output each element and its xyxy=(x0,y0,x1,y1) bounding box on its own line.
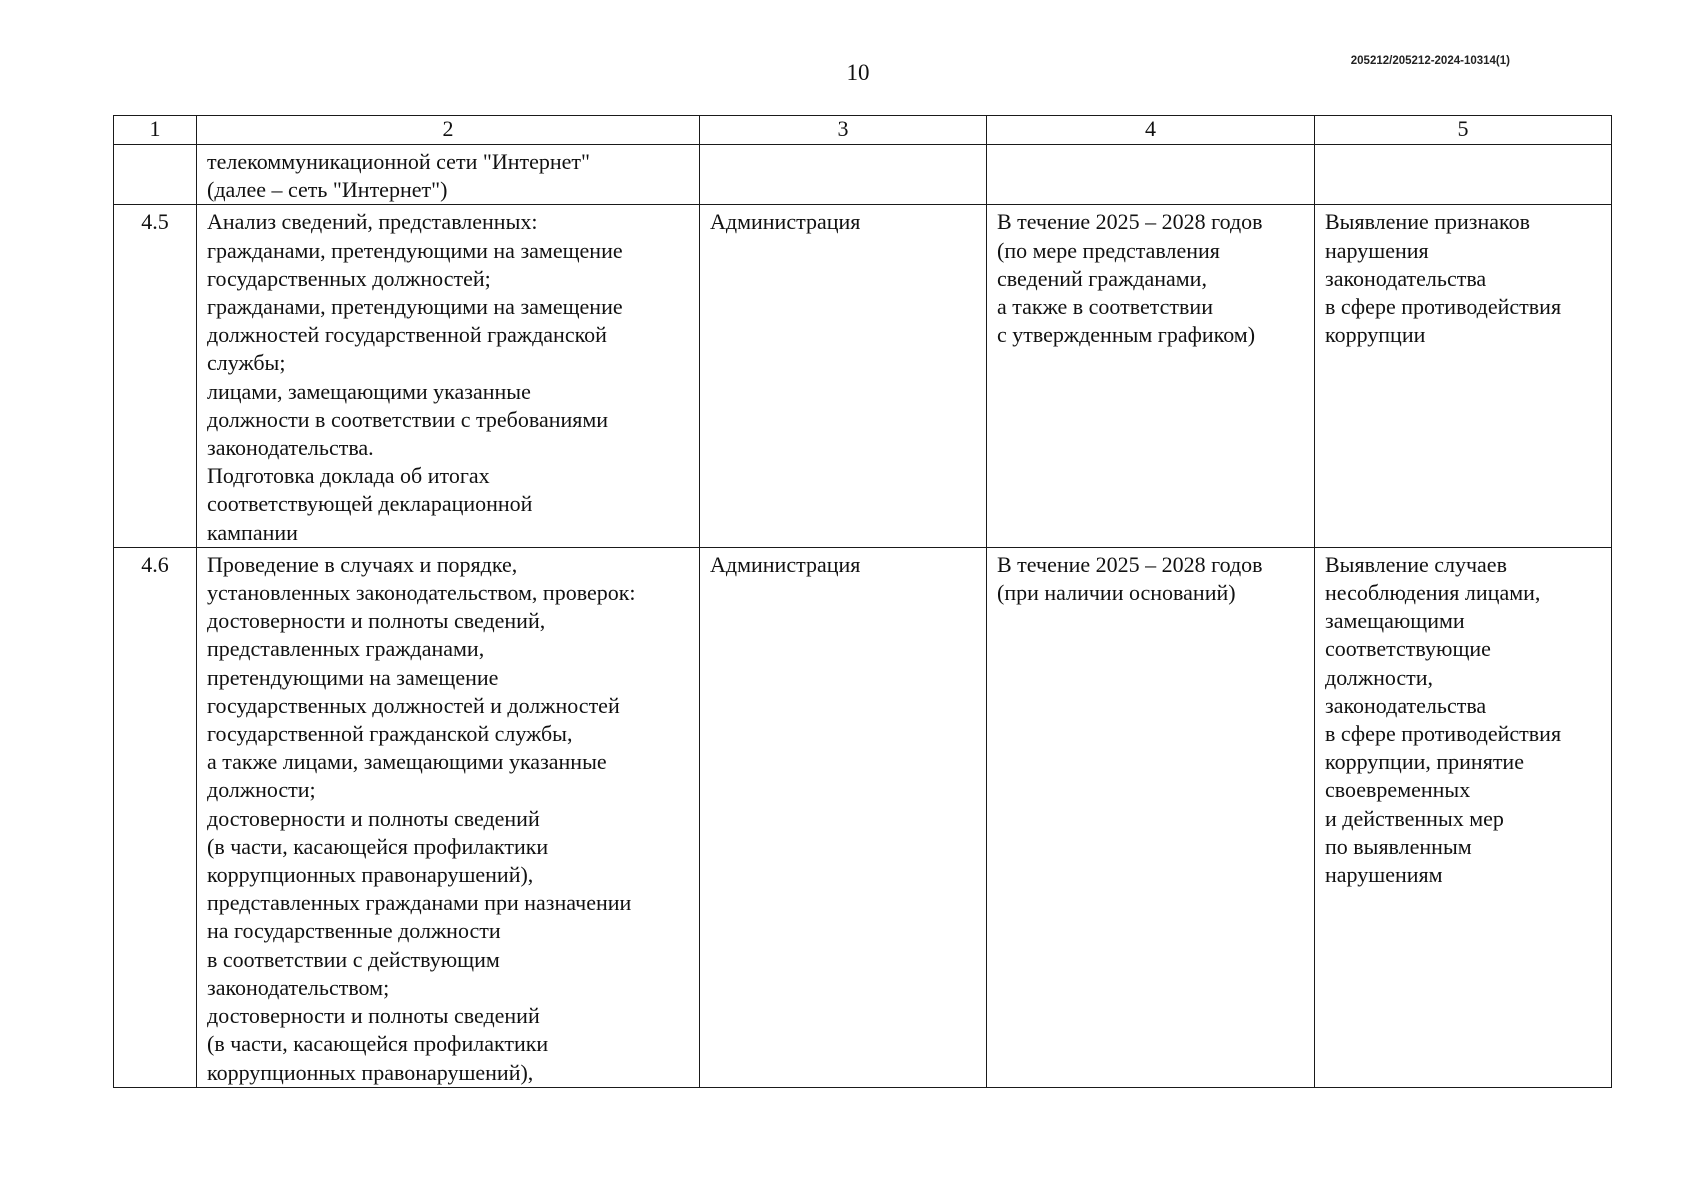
empty-cell xyxy=(987,145,1315,205)
text-line: представленных гражданами, xyxy=(207,636,485,662)
executor-cell xyxy=(700,547,987,1087)
text-line: соответствующей декларационной xyxy=(207,491,533,517)
text-line: В течение 2025 – 2028 годов xyxy=(997,209,1263,235)
term-cell xyxy=(987,205,1315,547)
text-line: и действенных мер xyxy=(1325,805,1504,831)
text-line: Администрация xyxy=(710,551,861,577)
text-line: законодательства. xyxy=(207,435,374,461)
column-number: 4 xyxy=(987,116,1315,145)
text-line: достоверности и полноты сведений xyxy=(207,1003,540,1029)
text-line: на государственные должности xyxy=(207,918,501,944)
text-line: (по мере представления xyxy=(997,237,1220,263)
executor-cell xyxy=(700,205,987,547)
text-line: Подготовка доклада об итогах xyxy=(207,463,490,489)
text-line: должностей государственной гражданской xyxy=(207,322,607,348)
description-cell xyxy=(197,205,700,547)
text-line: (в части, касающейся профилактики xyxy=(207,833,549,859)
description-cell xyxy=(197,547,700,1087)
column-number: 2 xyxy=(197,116,700,145)
text-line: лицами, замещающими указанные xyxy=(207,378,531,404)
text-line: службы; xyxy=(207,350,286,376)
continuation-description-cell xyxy=(197,145,700,205)
document-id: 205212/205212-2024-10314(1) xyxy=(1350,55,1510,67)
text-line: должности, xyxy=(1325,664,1434,690)
text-line: в сфере противодействия xyxy=(1325,721,1562,747)
text-line: (в части, касающейся профилактики xyxy=(207,1031,549,1057)
text-line: государственных должностей и должностей xyxy=(207,692,620,718)
text-line: достоверности и полноты сведений, xyxy=(207,608,546,634)
text-line: коррупции, принятие xyxy=(1325,749,1524,775)
text-line: сведений гражданами, xyxy=(997,265,1207,291)
column-number-row xyxy=(114,116,1612,145)
row-number: 4.5 xyxy=(114,205,197,547)
column-number: 1 xyxy=(114,116,197,145)
text-line: государственной гражданской службы, xyxy=(207,721,573,747)
result-cell xyxy=(1315,547,1612,1087)
text-line: коррупционных правонарушений), xyxy=(207,862,534,888)
text-line: Выявление случаев xyxy=(1325,551,1507,577)
text-line: а также лицами, замещающими указанные xyxy=(207,749,607,775)
text-line: коррупции xyxy=(1325,322,1426,348)
empty-cell xyxy=(1315,145,1612,205)
text-line: коррупционных правонарушений), xyxy=(207,1059,534,1085)
text-line: Проведение в случаях и порядке, xyxy=(207,551,518,577)
text-line: должности; xyxy=(207,777,316,803)
text-line: замещающими xyxy=(1325,608,1465,634)
page-number: 10 xyxy=(846,60,870,85)
text-line: представленных гражданами при назначении xyxy=(207,890,632,916)
text-line: телекоммуникационной сети "Интернет" xyxy=(207,149,590,174)
text-line: законодательства xyxy=(1325,265,1487,291)
text-line: гражданами, претендующими на замещение xyxy=(207,294,623,320)
text-line: (при наличии оснований) xyxy=(997,580,1236,606)
column-number: 3 xyxy=(700,116,987,145)
term-cell xyxy=(987,547,1315,1087)
text-line: Выявление признаков xyxy=(1325,209,1530,235)
text-line: Администрация xyxy=(710,209,861,235)
text-line: с утвержденным графиком) xyxy=(997,322,1256,348)
text-line: достоверности и полноты сведений xyxy=(207,805,540,831)
text-line: несоблюдения лицами, xyxy=(1325,580,1541,606)
text-line: своевременных xyxy=(1325,777,1471,803)
table-row-4-6 xyxy=(114,547,1612,1087)
plan-table xyxy=(113,115,1612,1088)
text-line: установленных законодательством, проверок: xyxy=(207,580,636,606)
text-line: а также в соответствии xyxy=(997,294,1213,320)
text-line: в соответствии с действующим xyxy=(207,946,500,972)
text-line: по выявленным xyxy=(1325,833,1472,859)
column-number: 5 xyxy=(1315,116,1612,145)
text-line: гражданами, претендующими на замещение xyxy=(207,237,623,263)
text-line: законодательства xyxy=(1325,692,1487,718)
text-line: в сфере противодействия xyxy=(1325,294,1562,320)
continuation-row xyxy=(114,145,1612,205)
empty-cell xyxy=(114,145,197,205)
text-line: соответствующие xyxy=(1325,636,1491,662)
result-cell xyxy=(1315,205,1612,547)
text-line: Анализ сведений, представленных: xyxy=(207,209,538,235)
text-line: (далее – сеть "Интернет") xyxy=(207,177,448,203)
empty-cell xyxy=(700,145,987,205)
text-line: нарушения xyxy=(1325,237,1429,263)
text-line: законодательством; xyxy=(207,974,390,1000)
text-line: государственных должностей; xyxy=(207,265,491,291)
row-number: 4.6 xyxy=(114,547,197,1087)
text-line: должности в соответствии с требованиями xyxy=(207,406,609,432)
text-line: кампании xyxy=(207,519,298,545)
text-line: нарушениям xyxy=(1325,862,1443,888)
table-row-4-5 xyxy=(114,205,1612,547)
text-line: В течение 2025 – 2028 годов xyxy=(997,551,1263,577)
text-line: претендующими на замещение xyxy=(207,664,499,690)
